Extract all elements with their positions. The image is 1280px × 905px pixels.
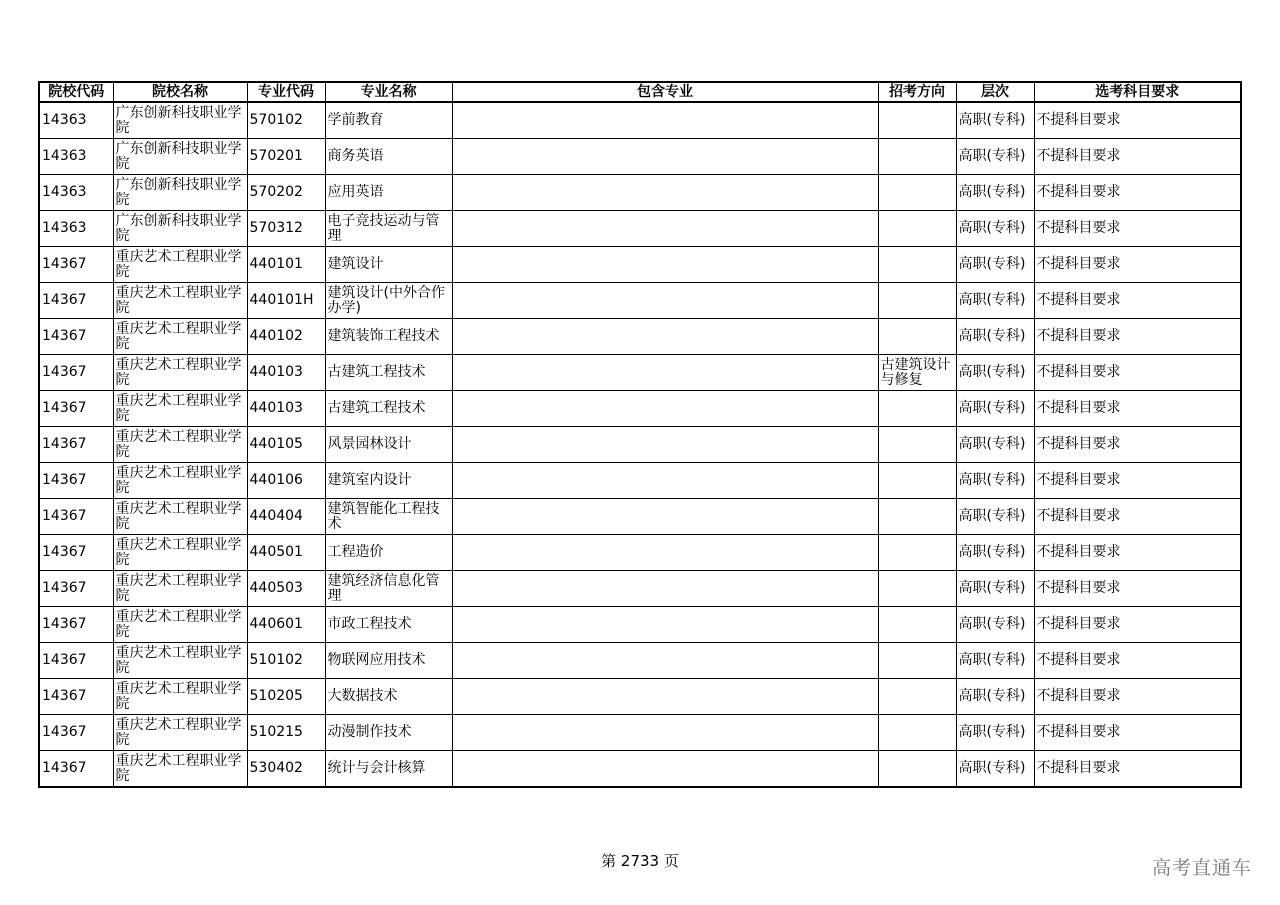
- included-majors-cell: [452, 571, 878, 607]
- school-code-cell: 14367: [39, 463, 113, 499]
- subject-requirement-cell: 不提科目要求: [1034, 679, 1241, 715]
- level-cell: 高职(专科): [956, 751, 1034, 788]
- included-majors-cell: [452, 139, 878, 175]
- level-cell: 高职(专科): [956, 247, 1034, 283]
- school-name-cell: 重庆艺术工程职业学院: [113, 715, 247, 751]
- table-row: [39, 499, 1241, 535]
- direction-cell: [878, 571, 956, 607]
- level-cell: 高职(专科): [956, 571, 1034, 607]
- level-cell: 高职(专科): [956, 102, 1034, 139]
- school-name-cell: 重庆艺术工程职业学院: [113, 391, 247, 427]
- level-cell: 高职(专科): [956, 139, 1034, 175]
- major-code-cell: 440404: [247, 499, 325, 535]
- level-cell: 高职(专科): [956, 355, 1034, 391]
- direction-cell: [878, 715, 956, 751]
- subject-requirement-cell: 不提科目要求: [1034, 643, 1241, 679]
- subject-requirement-cell: 不提科目要求: [1034, 499, 1241, 535]
- included-majors-cell: [452, 283, 878, 319]
- included-majors-cell: [452, 247, 878, 283]
- direction-cell: [878, 499, 956, 535]
- subject-requirement-cell: 不提科目要求: [1034, 175, 1241, 211]
- level-cell: 高职(专科): [956, 283, 1034, 319]
- subject-requirement-cell: 不提科目要求: [1034, 355, 1241, 391]
- major-name-cell: 建筑智能化工程技术: [325, 499, 452, 535]
- school-code-cell: 14367: [39, 751, 113, 788]
- major-name-cell: 商务英语: [325, 139, 452, 175]
- header-subject-requirement: 选考科目要求: [1034, 82, 1241, 102]
- header-included-majors: 包含专业: [452, 82, 878, 102]
- subject-requirement-cell: 不提科目要求: [1034, 751, 1241, 788]
- school-name-cell: 广东创新科技职业学院: [113, 211, 247, 247]
- school-name-cell: 广东创新科技职业学院: [113, 139, 247, 175]
- school-code-cell: 14367: [39, 283, 113, 319]
- level-cell: 高职(专科): [956, 427, 1034, 463]
- direction-cell: [878, 643, 956, 679]
- subject-requirement-cell: 不提科目要求: [1034, 463, 1241, 499]
- level-cell: 高职(专科): [956, 535, 1034, 571]
- direction-cell: [878, 283, 956, 319]
- level-cell: 高职(专科): [956, 463, 1034, 499]
- table-row: [39, 607, 1241, 643]
- major-name-cell: 古建筑工程技术: [325, 391, 452, 427]
- included-majors-cell: [452, 751, 878, 788]
- school-code-cell: 14363: [39, 102, 113, 139]
- level-cell: 高职(专科): [956, 175, 1034, 211]
- school-code-cell: 14363: [39, 175, 113, 211]
- table-row: [39, 427, 1241, 463]
- table-header-row: [39, 82, 1241, 102]
- subject-requirement-cell: 不提科目要求: [1034, 283, 1241, 319]
- level-cell: 高职(专科): [956, 499, 1034, 535]
- major-code-cell: 440102: [247, 319, 325, 355]
- direction-cell: [878, 607, 956, 643]
- included-majors-cell: [452, 211, 878, 247]
- major-code-cell: 440106: [247, 463, 325, 499]
- major-name-cell: 建筑设计(中外合作办学): [325, 283, 452, 319]
- major-name-cell: 建筑经济信息化管理: [325, 571, 452, 607]
- major-name-cell: 风景园林设计: [325, 427, 452, 463]
- direction-cell: [878, 535, 956, 571]
- direction-cell: [878, 427, 956, 463]
- header-major-code: 专业代码: [247, 82, 325, 102]
- direction-cell: [878, 102, 956, 139]
- school-name-cell: 重庆艺术工程职业学院: [113, 247, 247, 283]
- direction-cell: [878, 211, 956, 247]
- table-row: [39, 102, 1241, 139]
- subject-requirement-cell: 不提科目要求: [1034, 247, 1241, 283]
- included-majors-cell: [452, 391, 878, 427]
- major-code-cell: 440601: [247, 607, 325, 643]
- table-row: [39, 283, 1241, 319]
- included-majors-cell: [452, 355, 878, 391]
- included-majors-cell: [452, 535, 878, 571]
- major-code-cell: 440103: [247, 391, 325, 427]
- table-row: [39, 391, 1241, 427]
- school-name-cell: 广东创新科技职业学院: [113, 175, 247, 211]
- table-row: [39, 355, 1241, 391]
- school-name-cell: 广东创新科技职业学院: [113, 102, 247, 139]
- major-code-cell: 510102: [247, 643, 325, 679]
- header-level: 层次: [956, 82, 1034, 102]
- school-code-cell: 14367: [39, 355, 113, 391]
- table-row: [39, 139, 1241, 175]
- level-cell: 高职(专科): [956, 643, 1034, 679]
- major-code-cell: 570312: [247, 211, 325, 247]
- major-name-cell: 统计与会计核算: [325, 751, 452, 788]
- major-code-cell: 440101H: [247, 283, 325, 319]
- major-code-cell: 440501: [247, 535, 325, 571]
- direction-cell: [878, 139, 956, 175]
- subject-requirement-cell: 不提科目要求: [1034, 139, 1241, 175]
- direction-cell: [878, 751, 956, 788]
- subject-requirement-cell: 不提科目要求: [1034, 571, 1241, 607]
- direction-cell: [878, 319, 956, 355]
- school-code-cell: 14367: [39, 319, 113, 355]
- header-school-code: 院校代码: [39, 82, 113, 102]
- included-majors-cell: [452, 679, 878, 715]
- school-name-cell: 重庆艺术工程职业学院: [113, 463, 247, 499]
- included-majors-cell: [452, 499, 878, 535]
- school-name-cell: 重庆艺术工程职业学院: [113, 535, 247, 571]
- major-name-cell: 建筑室内设计: [325, 463, 452, 499]
- major-code-cell: 570202: [247, 175, 325, 211]
- table-row: [39, 211, 1241, 247]
- direction-cell: [878, 391, 956, 427]
- major-name-cell: 建筑设计: [325, 247, 452, 283]
- table-row: [39, 247, 1241, 283]
- level-cell: 高职(专科): [956, 715, 1034, 751]
- watermark: 高考直通车: [1151, 857, 1252, 879]
- school-code-cell: 14367: [39, 571, 113, 607]
- included-majors-cell: [452, 175, 878, 211]
- direction-cell: [878, 247, 956, 283]
- school-code-cell: 14367: [39, 643, 113, 679]
- page-number: 第 2733 页: [601, 852, 679, 870]
- school-code-cell: 14363: [39, 211, 113, 247]
- table-row: [39, 571, 1241, 607]
- header-school-name: 院校名称: [113, 82, 247, 102]
- included-majors-cell: [452, 607, 878, 643]
- major-name-cell: 古建筑工程技术: [325, 355, 452, 391]
- major-name-cell: 物联网应用技术: [325, 643, 452, 679]
- admissions-table: [38, 81, 1242, 788]
- subject-requirement-cell: 不提科目要求: [1034, 535, 1241, 571]
- major-code-cell: 440101: [247, 247, 325, 283]
- major-name-cell: 工程造价: [325, 535, 452, 571]
- school-code-cell: 14367: [39, 499, 113, 535]
- major-name-cell: 学前教育: [325, 102, 452, 139]
- major-code-cell: 440103: [247, 355, 325, 391]
- subject-requirement-cell: 不提科目要求: [1034, 211, 1241, 247]
- school-name-cell: 重庆艺术工程职业学院: [113, 355, 247, 391]
- school-name-cell: 重庆艺术工程职业学院: [113, 751, 247, 788]
- school-code-cell: 14367: [39, 679, 113, 715]
- school-code-cell: 14367: [39, 247, 113, 283]
- school-name-cell: 重庆艺术工程职业学院: [113, 283, 247, 319]
- major-name-cell: 建筑装饰工程技术: [325, 319, 452, 355]
- major-name-cell: 应用英语: [325, 175, 452, 211]
- subject-requirement-cell: 不提科目要求: [1034, 391, 1241, 427]
- level-cell: 高职(专科): [956, 319, 1034, 355]
- included-majors-cell: [452, 463, 878, 499]
- school-name-cell: 重庆艺术工程职业学院: [113, 679, 247, 715]
- included-majors-cell: [452, 427, 878, 463]
- major-name-cell: 大数据技术: [325, 679, 452, 715]
- major-code-cell: 570201: [247, 139, 325, 175]
- major-code-cell: 510215: [247, 715, 325, 751]
- school-code-cell: 14367: [39, 535, 113, 571]
- major-name-cell: 市政工程技术: [325, 607, 452, 643]
- school-name-cell: 重庆艺术工程职业学院: [113, 571, 247, 607]
- table-row: [39, 751, 1241, 788]
- school-code-cell: 14367: [39, 715, 113, 751]
- level-cell: 高职(专科): [956, 679, 1034, 715]
- school-name-cell: 重庆艺术工程职业学院: [113, 319, 247, 355]
- included-majors-cell: [452, 715, 878, 751]
- major-name-cell: 电子竞技运动与管理: [325, 211, 452, 247]
- direction-cell: [878, 463, 956, 499]
- major-code-cell: 510205: [247, 679, 325, 715]
- direction-cell: [878, 679, 956, 715]
- major-name-cell: 动漫制作技术: [325, 715, 452, 751]
- school-name-cell: 重庆艺术工程职业学院: [113, 427, 247, 463]
- table-row: [39, 679, 1241, 715]
- table-row: [39, 463, 1241, 499]
- school-code-cell: 14367: [39, 427, 113, 463]
- subject-requirement-cell: 不提科目要求: [1034, 715, 1241, 751]
- school-name-cell: 重庆艺术工程职业学院: [113, 643, 247, 679]
- subject-requirement-cell: 不提科目要求: [1034, 607, 1241, 643]
- major-code-cell: 530402: [247, 751, 325, 788]
- major-code-cell: 440105: [247, 427, 325, 463]
- direction-cell: [878, 175, 956, 211]
- level-cell: 高职(专科): [956, 211, 1034, 247]
- table-row: [39, 175, 1241, 211]
- level-cell: 高职(专科): [956, 607, 1034, 643]
- school-code-cell: 14367: [39, 607, 113, 643]
- school-name-cell: 重庆艺术工程职业学院: [113, 499, 247, 535]
- header-major-name: 专业名称: [325, 82, 452, 102]
- direction-cell: 古建筑设计与修复: [878, 355, 956, 391]
- school-code-cell: 14363: [39, 139, 113, 175]
- included-majors-cell: [452, 643, 878, 679]
- major-code-cell: 440503: [247, 571, 325, 607]
- subject-requirement-cell: 不提科目要求: [1034, 427, 1241, 463]
- table-body: [39, 102, 1241, 787]
- table-row: [39, 535, 1241, 571]
- major-code-cell: 570102: [247, 102, 325, 139]
- table-row: [39, 643, 1241, 679]
- included-majors-cell: [452, 319, 878, 355]
- table-row: [39, 715, 1241, 751]
- school-name-cell: 重庆艺术工程职业学院: [113, 607, 247, 643]
- header-direction: 招考方向: [878, 82, 956, 102]
- level-cell: 高职(专科): [956, 391, 1034, 427]
- included-majors-cell: [452, 102, 878, 139]
- subject-requirement-cell: 不提科目要求: [1034, 102, 1241, 139]
- subject-requirement-cell: 不提科目要求: [1034, 319, 1241, 355]
- school-code-cell: 14367: [39, 391, 113, 427]
- table-row: [39, 319, 1241, 355]
